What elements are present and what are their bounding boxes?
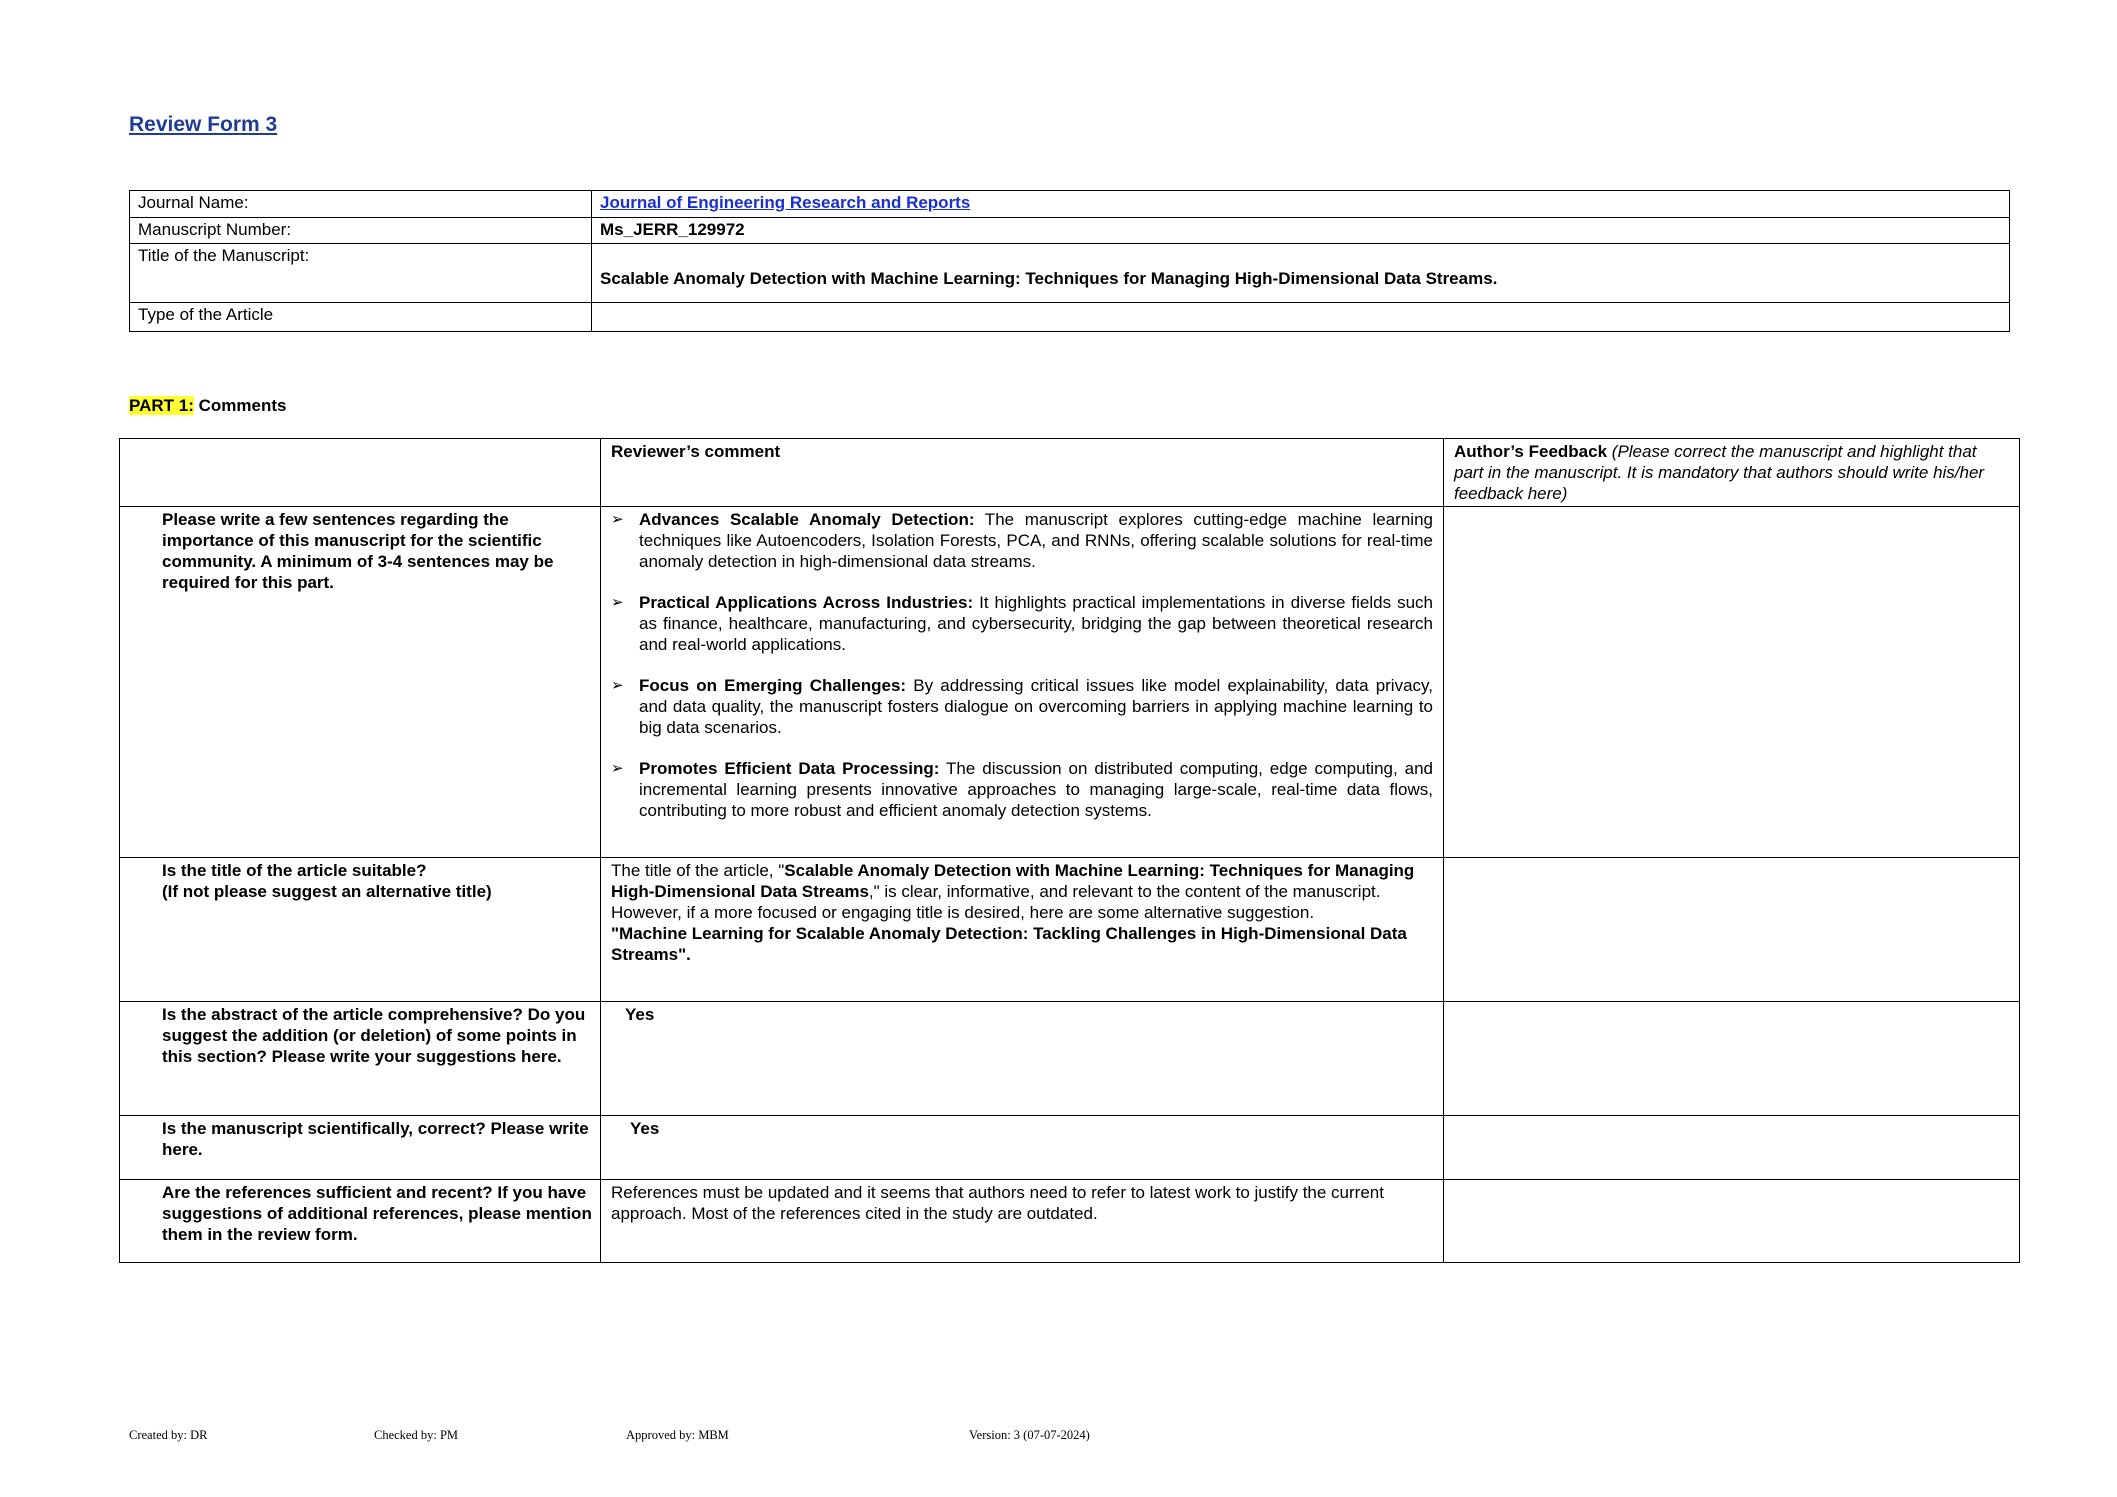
- review-row-title: [120, 858, 2020, 1002]
- manuscript-number-label: Manuscript Number:: [130, 218, 592, 244]
- arrow-bullet-icon: ➢: [611, 677, 624, 694]
- question-title-line1: Is the title of the article suitable?: [162, 861, 427, 880]
- review-row-importance: [120, 507, 2020, 858]
- reviewer-comment-abstract[interactable]: [601, 1002, 1444, 1116]
- manuscript-number-row: [130, 218, 2010, 244]
- review-header-row: [120, 439, 2020, 507]
- question-references: Are the references sufficient and recent? If you have suggestions of additional references, please mention them in the review form.: [120, 1180, 601, 1263]
- arrow-bullet-icon: ➢: [611, 594, 624, 611]
- author-feedback-scientific[interactable]: [1444, 1116, 2020, 1180]
- bullet-text: The manuscript explores cutting-edge machine learning techniques like Autoencoders, Isolation Forests, PCA, and RNNs, offering scalable solutions for real-time anomaly detection in high-dimensional data streams.: [639, 510, 1433, 571]
- journal-label: Journal Name:: [130, 191, 592, 218]
- bullet-text: By addressing critical issues like model explainability, data privacy, and data quality, the manuscript fosters dialogue on overcoming barriers in applying machine learning to big data scenarios.: [639, 676, 1433, 737]
- review-comments-table: [119, 438, 2020, 1263]
- bullet-title: Practical Applications Across Industries:: [639, 593, 974, 612]
- arrow-bullet-icon: ➢: [611, 511, 624, 528]
- author-feedback-title: Author’s Feedback: [1454, 442, 1608, 461]
- alternative-title-suggestion: "Machine Learning for Scalable Anomaly Detection: Tackling Challenges in High-Dimensional Data Streams".: [611, 924, 1407, 964]
- bullet-title: Focus on Emerging Challenges:: [639, 676, 907, 695]
- question-header-cell: [120, 439, 601, 507]
- part1-label: PART 1:: [129, 396, 194, 415]
- manuscript-number-value: Ms_JERR_129972: [592, 218, 2010, 244]
- question-scientific: Is the manuscript scientifically, correct? Please write here.: [120, 1116, 601, 1180]
- manuscript-title-value: Scalable Anomaly Detection with Machine Learning: Techniques for Managing High-Dimensional Data Streams.: [592, 244, 2010, 303]
- footer-created-by: Created by: DR: [129, 1428, 208, 1442]
- author-feedback-header: [1444, 439, 2020, 507]
- reviewer-comment-header: Reviewer’s comment: [601, 439, 1444, 507]
- bullet-item: [611, 509, 1433, 572]
- bullet-title: Promotes Efficient Data Processing:: [639, 759, 940, 778]
- comment-yes: Yes: [625, 1005, 655, 1024]
- question-importance: Please write a few sentences regarding the importance of this manuscript for the scientific community. A minimum of 3-4 sentences may be required for this part.: [120, 507, 601, 858]
- question-title-line2: (If not please suggest an alternative title): [162, 882, 492, 901]
- article-type-label: Type of the Article: [130, 303, 592, 332]
- reviewer-comment-title[interactable]: [601, 858, 1444, 1002]
- review-row-abstract: [120, 1002, 2020, 1116]
- author-feedback-references[interactable]: [1444, 1180, 2020, 1263]
- manuscript-title-label: Title of the Manuscript:: [130, 244, 592, 303]
- review-row-references: [120, 1180, 2020, 1263]
- article-type-row: [130, 303, 2010, 332]
- manuscript-info-table: [129, 190, 2010, 332]
- article-type-value[interactable]: [592, 303, 2010, 332]
- bullet-title: Advances Scalable Anomaly Detection:: [639, 510, 975, 529]
- journal-row: [130, 191, 2010, 218]
- footer-version: Version: 3 (07-07-2024): [969, 1428, 1090, 1442]
- footer-checked-by: Checked by: PM: [374, 1428, 459, 1442]
- bullet-text: The discussion on distributed computing, edge computing, and incremental learning presents innovative approaches to managing large-scale, real-time data flows, contributing to more robust and efficient anomaly detection systems.: [639, 759, 1433, 820]
- form-title[interactable]: Review Form 3: [129, 113, 278, 136]
- arrow-bullet-icon: ➢: [611, 760, 624, 777]
- comment-text: The title of the article, ": [611, 861, 785, 880]
- author-feedback-importance[interactable]: [1444, 507, 2020, 858]
- reviewer-comment-scientific[interactable]: [601, 1116, 1444, 1180]
- bullet-item: [611, 592, 1433, 655]
- question-title: [120, 858, 601, 1002]
- journal-link[interactable]: Journal of Engineering Research and Reports: [600, 193, 971, 212]
- bullet-text: It highlights practical implementations in diverse fields such as finance, healthcare, manufacturing, and cybersecurity, bridging the gap between theoretical research and real-world applications.: [639, 593, 1433, 654]
- author-feedback-instructions: (Please correct the manuscript and highlight that part in the manuscript. It is mandatory that authors should write his/her feedback here): [1454, 442, 1985, 503]
- author-feedback-abstract[interactable]: [1444, 1002, 2020, 1116]
- part1-heading: [129, 396, 286, 416]
- comment-text: ," is clear, informative, and relevant to the content of the manuscript.: [868, 882, 1381, 901]
- footer-approved-by: Approved by: MBM: [626, 1428, 729, 1442]
- review-row-scientific: [120, 1116, 2020, 1180]
- comment-text: However, if a more focused or engaging title is desired, here are some alternative suggestion.: [611, 903, 1315, 922]
- bullet-item: [611, 758, 1433, 821]
- reviewer-comment-importance[interactable]: [601, 507, 1444, 858]
- part1-title: Comments: [198, 396, 287, 415]
- bullet-item: [611, 675, 1433, 738]
- reviewer-comment-references[interactable]: References must be updated and it seems that authors need to refer to latest work to justify the current approach. Most of the references cited in the study are outdated.: [601, 1180, 1444, 1263]
- comment-title-quote: Scalable Anomaly Detection with Machine Learning: Techniques for Managing High-Dimensional Data Streams: [611, 861, 1415, 901]
- author-feedback-title[interactable]: [1444, 858, 2020, 1002]
- question-abstract: Is the abstract of the article comprehensive? Do you suggest the addition (or deletion) of some points in this section? Please write your suggestions here.: [120, 1002, 601, 1116]
- manuscript-title-row: [130, 244, 2010, 303]
- comment-yes: Yes: [630, 1119, 660, 1138]
